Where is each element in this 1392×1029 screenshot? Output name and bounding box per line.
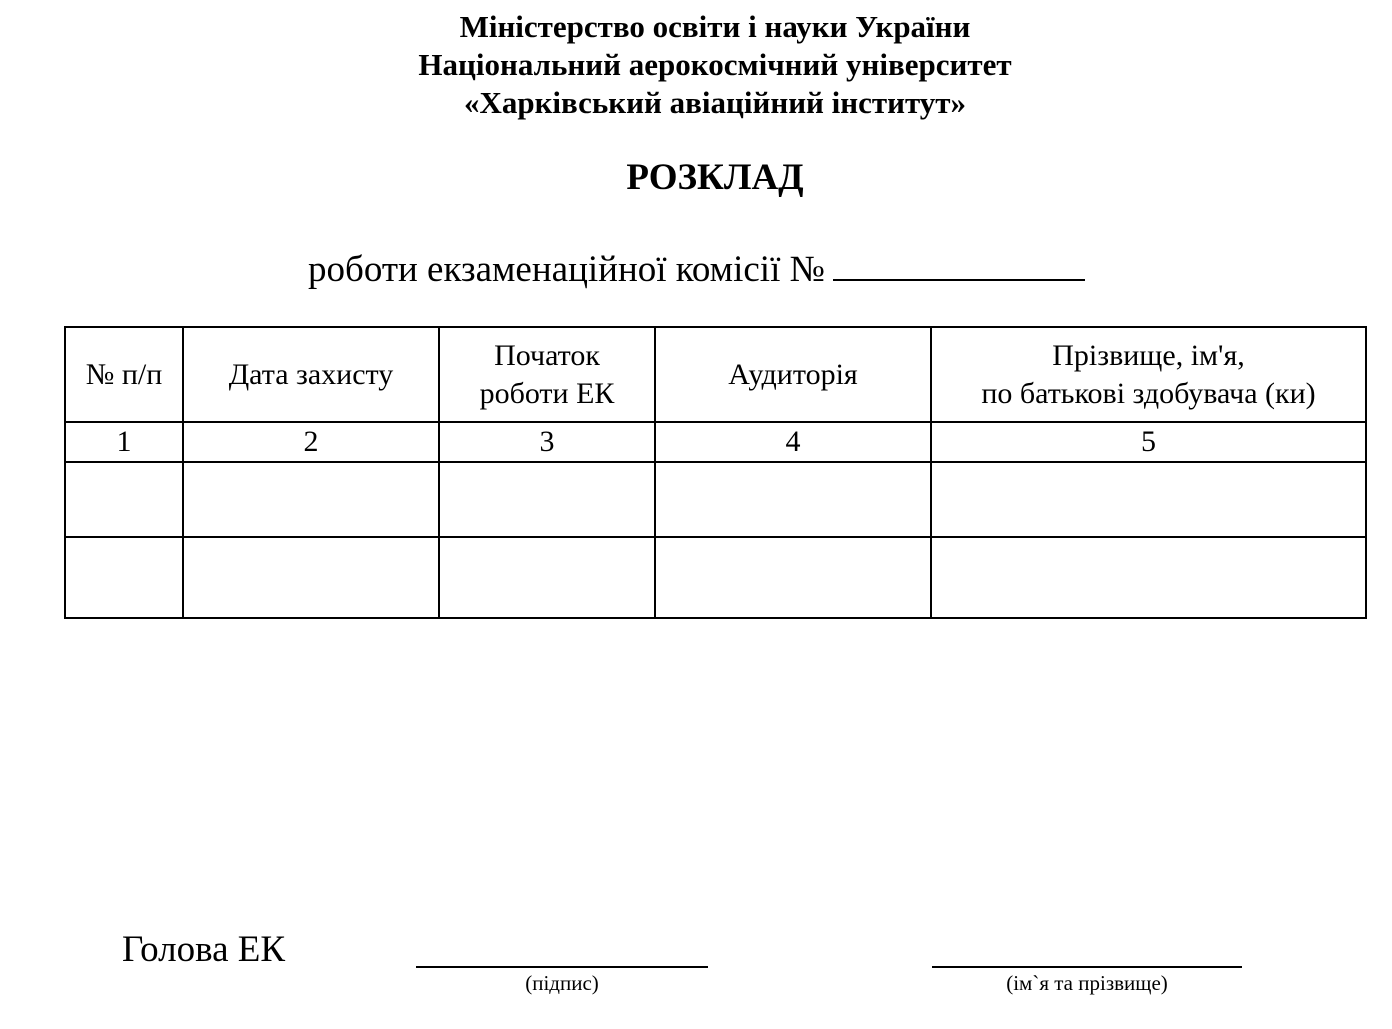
table-header-row bbox=[65, 327, 1366, 422]
header-defense-date: Дата захисту bbox=[183, 327, 439, 422]
institute-name: «Харківський авіаційний інститут» bbox=[463, 85, 967, 120]
header-start-time bbox=[439, 327, 655, 422]
table-row bbox=[65, 537, 1366, 618]
name-caption: (ім`я та прізвище) bbox=[1006, 971, 1168, 995]
commission-subtitle bbox=[308, 245, 1085, 292]
table-cell[interactable] bbox=[65, 537, 183, 618]
table-cell[interactable] bbox=[655, 462, 931, 537]
table-cell[interactable] bbox=[439, 462, 655, 537]
schedule-table bbox=[64, 326, 1367, 619]
commission-number-blank[interactable] bbox=[833, 245, 1085, 281]
institution-header bbox=[0, 8, 1392, 122]
table-row bbox=[65, 462, 1366, 537]
header-student-name bbox=[931, 327, 1366, 422]
chair-label: Голова ЕК bbox=[122, 929, 286, 970]
header-student-name-line2: по батькові здобувача (ки) bbox=[981, 376, 1316, 410]
column-number: 4 bbox=[655, 422, 931, 462]
signature-line[interactable] bbox=[416, 966, 708, 968]
table-cell[interactable] bbox=[183, 537, 439, 618]
subtitle-text: роботи екзаменаційної комісії № bbox=[308, 249, 825, 290]
header-auditorium: Аудиторія bbox=[655, 327, 931, 422]
column-number: 5 bbox=[931, 422, 1366, 462]
name-line[interactable] bbox=[932, 966, 1242, 968]
signature-caption: (підпис) bbox=[525, 971, 599, 995]
column-number: 2 bbox=[183, 422, 439, 462]
header-start-time-line2: роботи ЕК bbox=[479, 376, 615, 410]
table-cell[interactable] bbox=[655, 537, 931, 618]
university-name: Національний аерокосмічний університет bbox=[418, 47, 1012, 82]
table-cell[interactable] bbox=[931, 537, 1366, 618]
header-start-time-line1: Початок bbox=[494, 338, 600, 372]
header-student-name-line1: Прізвище, ім'я, bbox=[1052, 338, 1245, 372]
header-row-number: № п/п bbox=[65, 327, 183, 422]
ministry-name: Міністерство освіти і науки України bbox=[459, 9, 971, 44]
column-number: 3 bbox=[439, 422, 655, 462]
column-number: 1 bbox=[65, 422, 183, 462]
table-cell[interactable] bbox=[931, 462, 1366, 537]
table-cell[interactable] bbox=[183, 462, 439, 537]
table-cell[interactable] bbox=[439, 537, 655, 618]
column-number-row bbox=[65, 422, 1366, 462]
table-cell[interactable] bbox=[65, 462, 183, 537]
document-title: РОЗКЛАД bbox=[626, 157, 804, 198]
